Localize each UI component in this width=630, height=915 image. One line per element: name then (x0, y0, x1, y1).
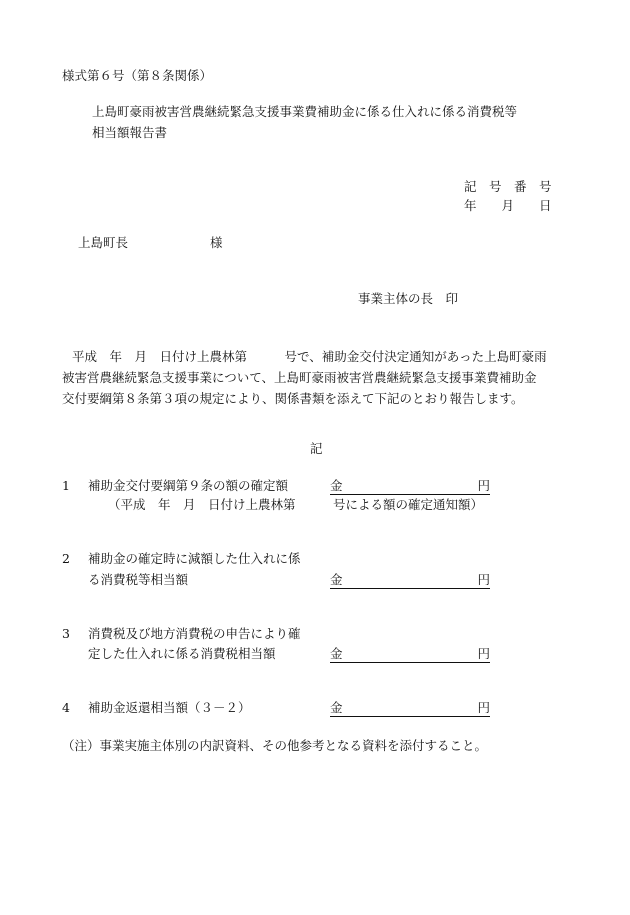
currency-prefix: 金 (330, 572, 343, 587)
amount-field (330, 646, 490, 663)
body-paragraph (62, 346, 582, 409)
amount-field (330, 572, 490, 589)
document-date: 年 月 日 (464, 198, 552, 213)
amount-field (330, 700, 490, 717)
item-number: 2 (62, 551, 70, 566)
document-title-line2: 相当額報告書 (92, 125, 168, 140)
item-sub-label: （平成 年 月 日付け上農林第 号による額の確定通知額） (108, 497, 484, 512)
body-line: 被害営農継続緊急支援事業について、上島町豪雨被害営農継続緊急支援事業費補助金 (62, 370, 537, 385)
item-label: 補助金交付要綱第９条の額の確定額 (88, 478, 289, 493)
currency-prefix: 金 (330, 646, 343, 661)
item-label-cont: る消費税等相当額 (88, 572, 189, 587)
item-number: 3 (62, 626, 70, 641)
currency-suffix: 円 (477, 572, 490, 587)
document-title-line1: 上島町豪雨被害営農継続緊急支援事業費補助金に係る仕入れに係る消費税等 (92, 104, 518, 119)
addressee-honorific: 様 (210, 235, 223, 250)
item-label: 補助金返還相当額（３－２） (88, 700, 251, 715)
currency-prefix: 金 (330, 700, 343, 715)
item-label: 補助金の確定時に減額した仕入れに係 (88, 551, 301, 566)
body-line: 交付要綱第８条第３項の規定により、関係書類を添えて下記のとおり報告します。 (62, 391, 524, 406)
item-label: 消費税及び地方消費税の申告により確 (88, 626, 301, 641)
item-number: 1 (62, 478, 70, 493)
addressee-name: 上島町長 (78, 235, 129, 250)
body-line: 平成 年 月 日付け上農林第 号で、補助金交付決定通知があった上島町豪雨 (72, 349, 547, 364)
item-label-cont: 定した仕入れに係る消費税相当額 (88, 646, 276, 661)
form-label: 様式第６号（第８条関係） (62, 68, 213, 83)
currency-suffix: 円 (477, 700, 490, 715)
item-number: 4 (62, 700, 70, 715)
currency-prefix: 金 (330, 478, 343, 493)
currency-suffix: 円 (477, 478, 490, 493)
ki-heading: 記 (310, 441, 323, 456)
sender-title: 事業主体の長 印 (358, 291, 459, 306)
document-number: 記 号 番 号 (464, 179, 552, 194)
amount-field (330, 478, 490, 495)
currency-suffix: 円 (477, 646, 490, 661)
footnote: （注）事業実施主体別の内訳資料、その他参考となる資料を添付すること。 (62, 738, 488, 753)
